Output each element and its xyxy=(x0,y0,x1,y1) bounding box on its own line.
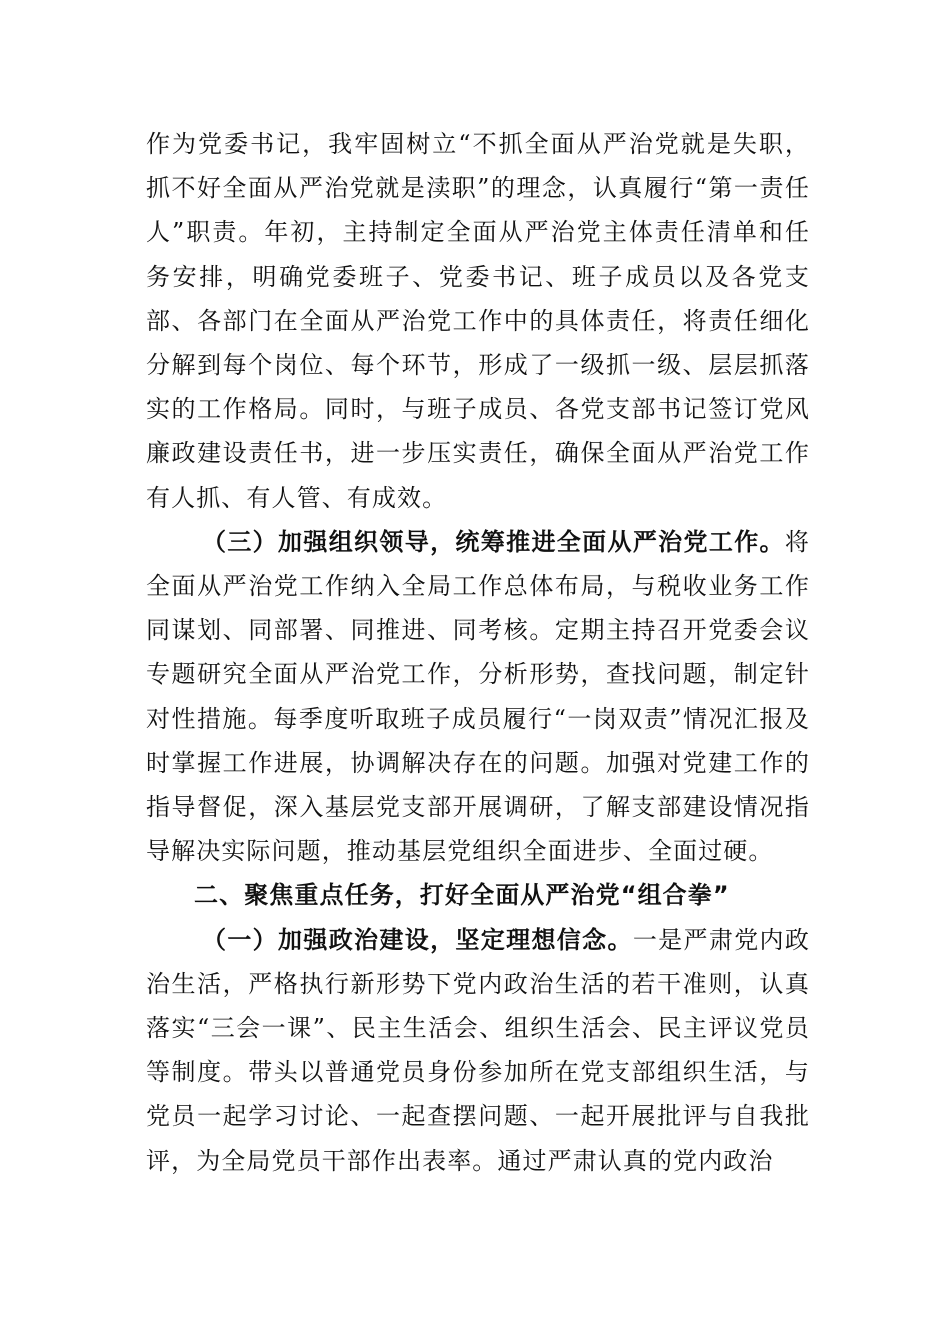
section-lead-3: （三）加强组织领导，统筹推进全面从严治党工作。 xyxy=(202,527,785,556)
paragraph-responsibility: 作为党委书记，我牢固树立“不抓全面从严治党就是失职，抓不好全面从严治党就是渎职”的理念，认真履行“第一责任人”职责。年初，主持制定全面从严治党主体责任清单和任务安排，明确党委班子、党委书记、班子成员以及各党支部、各部门在全面从严治党工作中的具体责任，将责任细化分解到每个岗位、每个环节，形成了一级抓一级、层层抓落实的工作格局。同时，与班子成员、各党支部书记签订党风廉政建设责任书，进一步压实责任，确保全面从严治党工作有人抓、有人管、有成效。 xyxy=(146,130,810,512)
paragraph-body: 将全面从严治党工作纳入全局工作总体布局，与税收业务工作同谋划、同部署、同推进、同考核。定期主持召开党委会议专题研究全面从严治党工作，分析形势，查找问题，制定针对性措施。每季度听取班子成员履行“一岗双责”情况汇报及时掌握工作进展，协调解决存在的问题。加强对党建工作的指导督促，深入基层党支部开展调研，了解支部建设情况指导解决实际问题，推动基层党组织全面进步、全面过硬。 xyxy=(146,527,810,866)
section-lead-1: （一）加强政治建设，坚定理想信念。 xyxy=(202,925,633,954)
paragraph-political-building xyxy=(146,918,810,1183)
paragraph-body: 一是严肃党内政治生活，严格执行新形势下党内政治生活的若干准则，认真落实“三会一课”、民主生活会、组织生活会、民主评议党员等制度。带头以普通党员身份参加所在党支部组织生活，与党员一起学习讨论、一起查摆问题、一起开展批评与自我批评，为全局党员干部作出表率。通过严肃认真的党内政治 xyxy=(146,925,811,1175)
paragraph-organization-leadership xyxy=(146,520,810,874)
section-heading-2: 二、聚焦重点任务，打好全面从严治党“组合拳” xyxy=(194,881,730,910)
document-page xyxy=(146,122,810,1183)
